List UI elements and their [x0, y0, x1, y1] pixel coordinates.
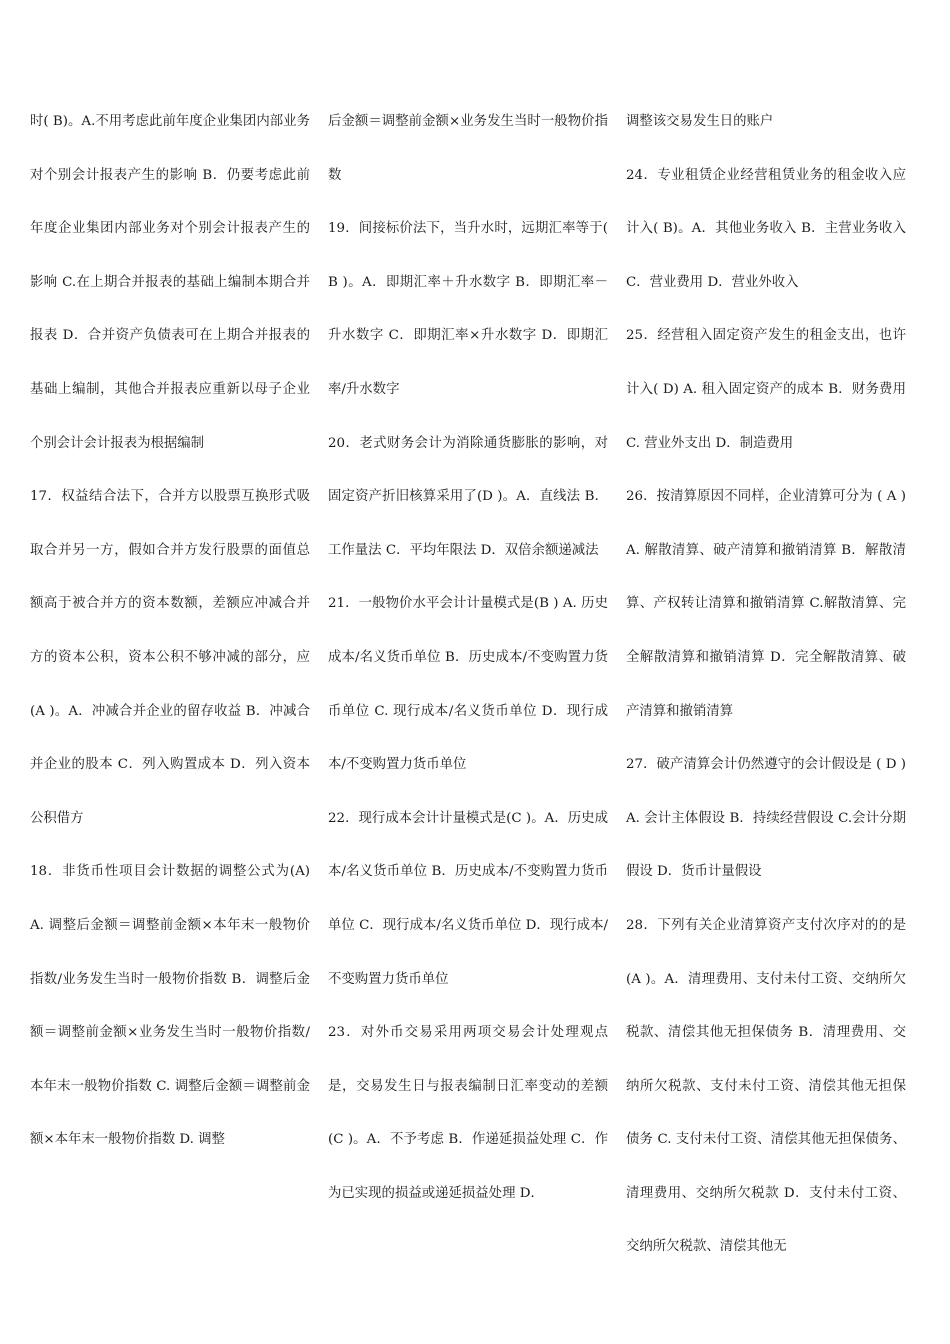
paragraph-22: 22．现行成本会计计量模式是(C )。A．历史成本/名义货币单位 B．历史成本/不变购置力货币单位 C．现行成本/名义货币单位 D．现行成本/不变购置力货币单位 — [328, 810, 608, 987]
paragraph-21: 21．一般物价水平会计计量模式是(B ) A. 历史成本/名义货币单位 B．历史成本/不变购置力货币单位 C. 现行成本/名义货币单位 D．现行成本/不变购置力货币单位 — [328, 596, 608, 773]
paragraph-18-continued: 后金额＝调整前金额×业务发生当时一般物价指数 — [328, 114, 608, 183]
text-column-middle — [328, 95, 608, 1220]
text-column-left — [30, 95, 310, 1167]
paragraph-20: 20．老式财务会计为消除通货膨胀的影响，对固定资产折旧核算采用了(D )。A．直线法 B．工作量法 C．平均年限法 D．双倍余额递减法 — [328, 435, 608, 558]
paragraph-26: 26．按清算原因不同样，企业清算可分为 ( A ) A. 解散清算、破产清算和撤销清算 B．解散清算、产权转让清算和撤销清算 C.解散清算、完全解散清算和撤销清算 D．完全解散清算、破产清算和撤销清算 — [626, 489, 906, 719]
paragraph-28: 28．下列有关企业清算资产支付次序对的的是(A )。A．清理费用、支付未付工资、交纳所欠税款、清偿其他无担保债务 B．清理费用、交纳所欠税款、支付未付工资、清偿其他无担保债务 C. 支付未付工资、清偿其他无担保债务、清理费用、交纳所欠税款 D．支付未付工资、交纳所欠税款、清偿其他无 — [626, 917, 906, 1255]
paragraph-24: 24．专业租赁企业经营租赁业务的租金收入应计入( B)。A．其他业务收入 B．主营业务收入 C．营业费用 D．营业外收入 — [626, 167, 906, 290]
text-column-right — [626, 95, 906, 1274]
paragraph-19: 19．间接标价法下，当升水时，远期汇率等于( B )。A．即期汇率＋升水数字 B．即期汇率－升水数字 C．即期汇率×升水数字 D．即期汇率/升水数字 — [328, 221, 608, 397]
paragraph-27: 27．破产清算会计仍然遵守的会计假设是 ( D ) A. 会计主体假设 B．持续经营假设 C.会计分期假设 D．货币计量假设 — [626, 757, 906, 880]
paragraph-23: 23．对外币交易采用两项交易会计处理观点是，交易发生日与报表编制日汇率变动的差额(C )。A．不予考虑 B．作递延损益处理 C．作为已实现的损益或递延损益处理 D． — [328, 1025, 608, 1201]
paragraph-17: 17．权益结合法下，合并方以股票互换形式吸取合并另一方，假如合并方发行股票的面值总额高于被合并方的资本数额，差额应冲减合并方的资本公积，资本公积不够冲减的部分，应(A )。A．冲减合并企业的留存收益 B．冲减合并企业的股本 C．列入购置成本 D．列入资本公积借方 — [30, 489, 310, 826]
paragraph-25: 25．经营租入固定资产发生的租金支出，也许计入( D) A. 租入固定资产的成本 B．财务费用 C. 营业外支出 D．制造费用 — [626, 328, 906, 451]
paragraph-23-continued: 调整该交易发生日的账户 — [626, 114, 774, 129]
paragraph-16-continued: 时( B)。A.不用考虑此前年度企业集团内部业务对个别会计报表产生的影响 B．仍要考虑此前年度企业集团内部业务对个别会计报表产生的影响 C.在上期合并报表的基础上编制本期合并报表 D．合并资产负债表可在上期合并报表的基础上编制，其他合并报表应重新以母子企业个别会计会计报表为根据编制 — [30, 114, 310, 451]
paragraph-18: 18．非货币性项目会计数据的调整公式为(A) A. 调整后金额＝调整前金额×本年末一般物价指数/业务发生当时一般物价指数 B．调整后金额＝调整前金额×业务发生当时一般物价指数/本年末一般物价指数 C. 调整后金额＝调整前金额×本年末一般物价指数 D. 调整 — [30, 864, 310, 1148]
